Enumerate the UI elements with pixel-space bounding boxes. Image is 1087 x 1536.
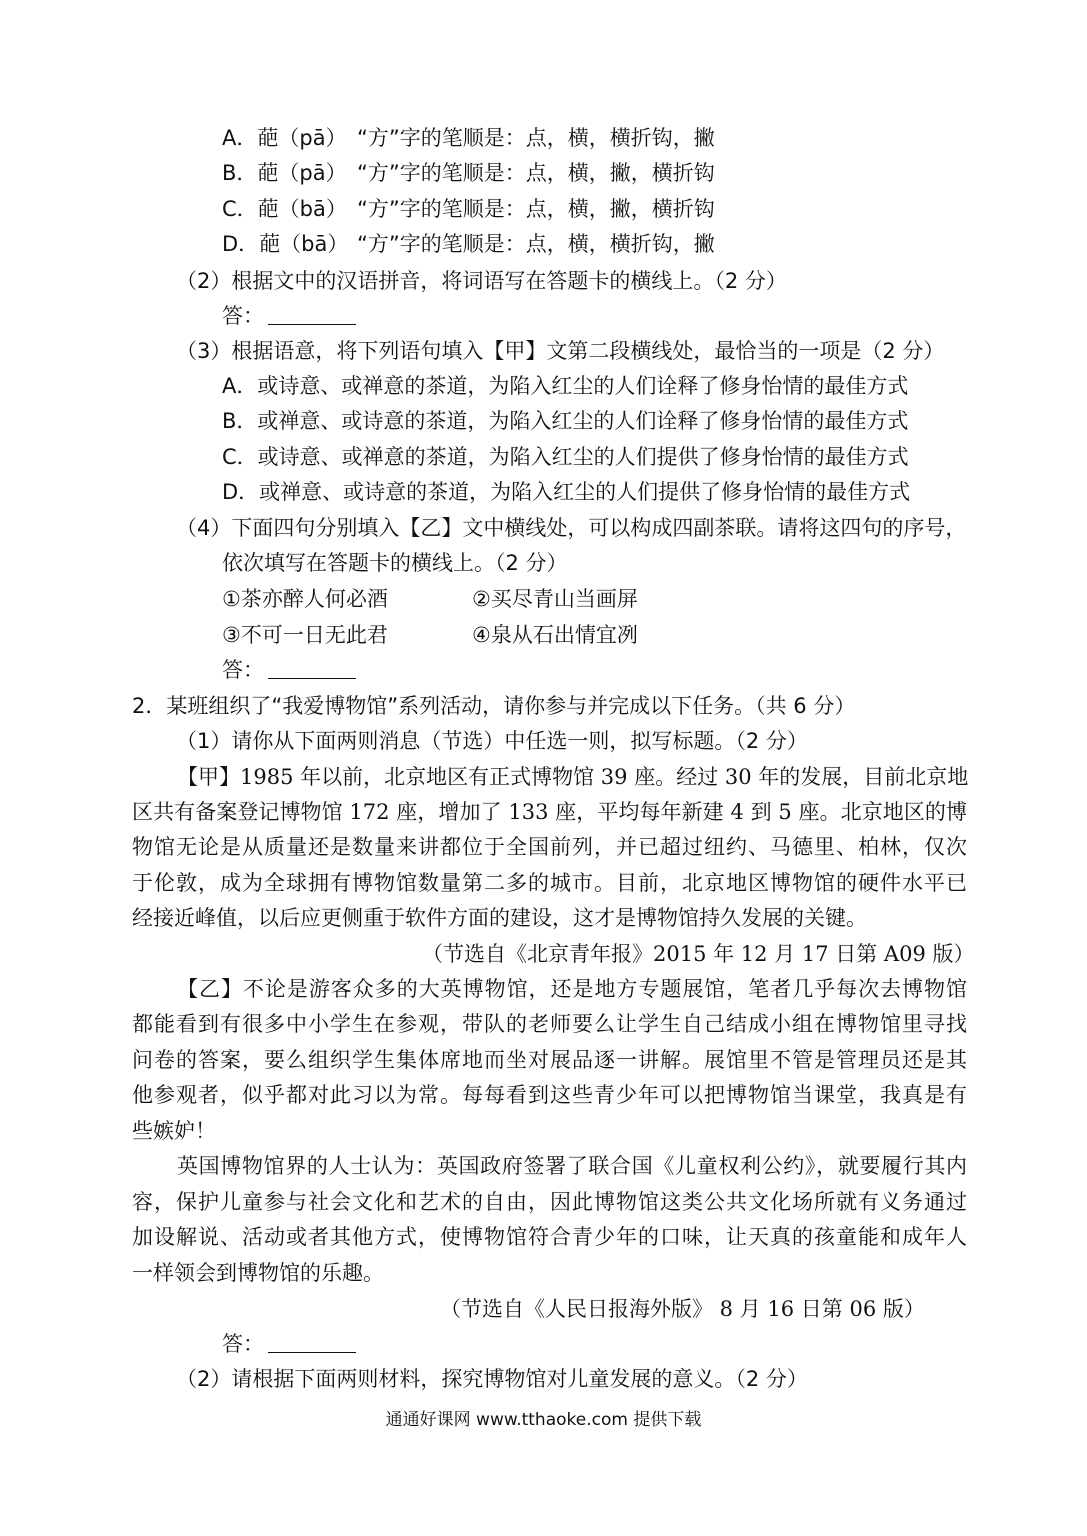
yi-line-3: 问卷的答案，要么组织学生集体席地而坐对展品逐一讲解。展馆里不管是管理员还是其 — [132, 1048, 967, 1072]
jia-source: （节选自《北京青年报》2015 年 12 月 17 日第 A09 版） — [422, 942, 975, 966]
q2-sub1: （1）请你从下面两则消息（节选）中任选一则，拟写标题。（2 分） — [176, 729, 808, 753]
couplet-item-1: ①茶亦醉人何必酒 — [222, 587, 388, 611]
q1-option-b-label: B．葩（pā） — [222, 161, 347, 185]
q1-3-option-c: C．或诗意、或禅意的茶道，为陷入红尘的人们提供了修身怡情的最佳方式 — [222, 445, 909, 469]
q1-2-prompt: （2）根据文中的汉语拼音，将词语写在答题卡的横线上。（2 分） — [176, 269, 787, 293]
jia-line-4: 于伦敦，成为全球拥有博物馆数量第二多的城市。目前，北京地区博物馆的硬件水平已 — [132, 871, 967, 895]
q1-option-a — [222, 123, 715, 153]
q1-option-b-text: “方”字的笔顺是：点，横，撇，横折钩 — [357, 161, 715, 185]
q1-4-items-row2 — [222, 620, 638, 650]
page-footer: 通通好课网 www.tthaoke.com 提供下载 — [385, 1410, 702, 1430]
yi-para2-line-1: 英国博物馆界的人士认为：英国政府签署了联合国《儿童权利公约》，就要履行其内 — [177, 1154, 967, 1178]
q1-option-d-label: D．葩（bā） — [222, 232, 349, 256]
answer-label: 答： — [222, 658, 264, 682]
couplet-item-2: ②买尽青山当画屏 — [472, 587, 638, 611]
q2-heading: 2．某班组织了“我爱博物馆”系列活动，请你参与并完成以下任务。（共 6 分） — [132, 694, 856, 718]
q1-3-option-b: B．或禅意、或诗意的茶道，为陷入红尘的人们诠释了修身怡情的最佳方式 — [222, 409, 909, 433]
q1-option-b — [222, 158, 715, 188]
answer-blank — [268, 306, 356, 325]
q2-answer — [222, 1329, 356, 1359]
q1-option-a-label: A．葩（pā） — [222, 126, 347, 150]
q1-option-d — [222, 229, 715, 259]
yi-line-2: 都能看到有很多中小学生在参观，带队的老师要么让学生自己结成小组在博物馆里寻找 — [132, 1012, 967, 1036]
yi-para2-line-2: 容，保护儿童参与社会文化和艺术的自由，因此博物馆这类公共文化场所就有义务通过 — [132, 1190, 967, 1214]
jia-line-1: 【甲】1985 年以前，北京地区有正式博物馆 39 座。经过 30 年的发展，目前北京地 — [177, 765, 969, 789]
yi-line-4: 他参观者，似乎都对此习以为常。每每看到这些青少年可以把博物馆当课堂，我真是有 — [132, 1083, 967, 1107]
q1-option-d-text: “方”字的笔顺是：点，横，横折钩，撇 — [357, 232, 715, 256]
jia-line-2: 区共有备案登记博物馆 172 座，增加了 133 座，平均每年新建 4 到 5 座。北京地区的博 — [132, 800, 967, 824]
q1-4-prompt-line2: 依次填写在答题卡的横线上。（2 分） — [222, 551, 568, 575]
couplet-item-3: ③不可一日无此君 — [222, 623, 388, 647]
q1-4-prompt-line1: （4）下面四句分别填入【乙】文中横线处，可以构成四副茶联。请将这四句的序号， — [176, 516, 967, 540]
answer-blank — [268, 1334, 356, 1353]
q1-option-c-text: “方”字的笔顺是：点，横，撇，横折钩 — [357, 197, 715, 221]
yi-line-5: 些嫉妒！ — [132, 1119, 216, 1143]
yi-line-1: 【乙】不论是游客众多的大英博物馆，还是地方专题展馆，笔者几乎每次去博物馆 — [177, 977, 967, 1001]
answer-label: 答： — [222, 1332, 264, 1356]
q1-3-option-d: D．或禅意、或诗意的茶道，为陷入红尘的人们提供了修身怡情的最佳方式 — [222, 480, 911, 504]
jia-line-3: 物馆无论是从质量还是数量来讲都位于全国前列，并已超过纽约、马德里、柏林，仅次 — [132, 835, 967, 859]
answer-blank — [268, 660, 356, 679]
yi-source: （节选自《人民日报海外版》 8 月 16 日第 06 版） — [440, 1297, 925, 1321]
q1-3-option-a: A．或诗意、或禅意的茶道，为陷入红尘的人们诠释了修身怡情的最佳方式 — [222, 374, 909, 398]
couplet-item-4: ④泉从石出情宜冽 — [472, 623, 638, 647]
q1-option-a-text: “方”字的笔顺是：点，横，横折钩，撇 — [357, 126, 715, 150]
q1-option-c — [222, 194, 715, 224]
q2-sub2: （2）请根据下面两则材料，探究博物馆对儿童发展的意义。（2 分） — [176, 1367, 808, 1391]
yi-para2-line-3: 加设解说、活动或者其他方式，使博物馆符合青少年的口味，让天真的孩童能和成年人 — [132, 1225, 967, 1249]
jia-line-5: 经接近峰值，以后应更侧重于软件方面的建设，这才是博物馆持久发展的关键。 — [132, 906, 867, 930]
q1-4-items-row1 — [222, 584, 638, 614]
q1-3-prompt: （3）根据语意，将下列语句填入【甲】文第二段横线处，最恰当的一项是（2 分） — [176, 339, 945, 363]
q1-option-c-label: C．葩（bā） — [222, 197, 347, 221]
q1-4-answer — [222, 655, 356, 685]
q1-2-answer — [222, 301, 356, 331]
answer-label: 答： — [222, 304, 264, 328]
yi-para2-line-4: 一样领会到博物馆的乐趣。 — [132, 1261, 384, 1285]
